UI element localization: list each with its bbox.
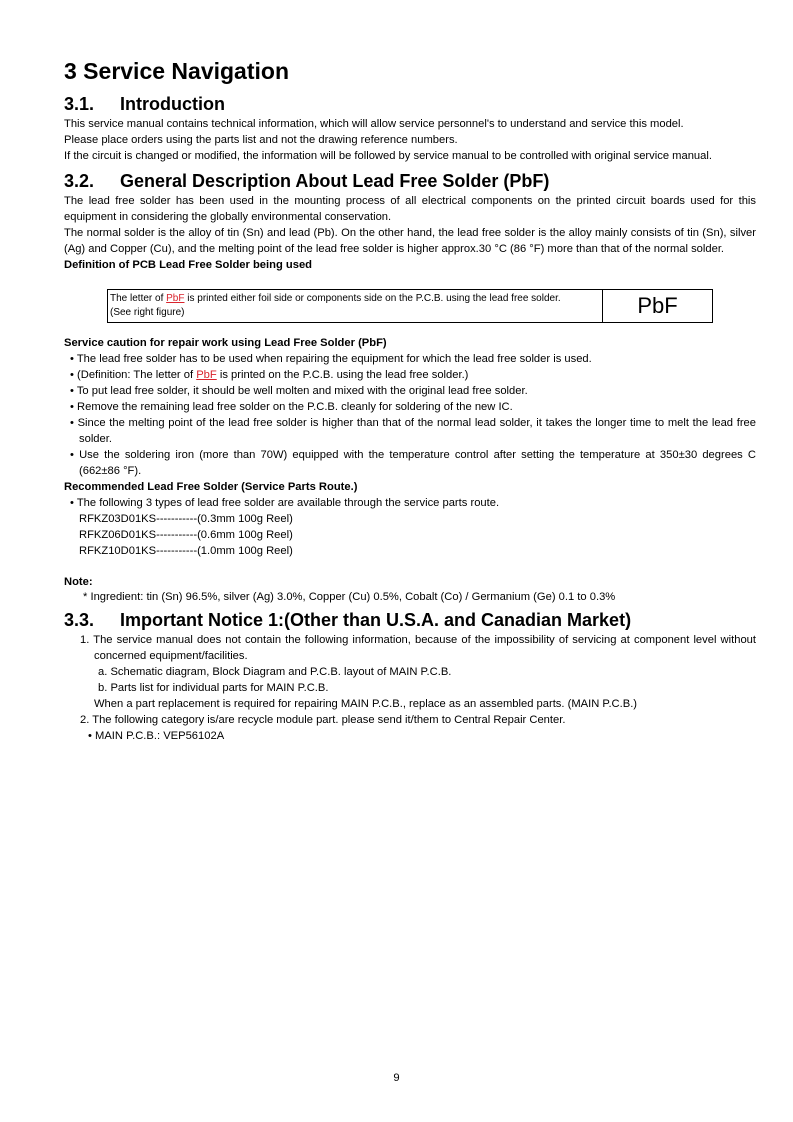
caution-bullet-2-post: is printed on the P.C.B. using the lead free solder.) <box>216 369 469 381</box>
section-heading-3-2 <box>64 169 756 193</box>
intro-line-2: Please place orders using the parts list and not the drawing reference numbers. <box>64 134 458 146</box>
notice-item-2: 2. The following category is/are recycle module part. please send it/them to Central Repair Center. <box>80 714 566 726</box>
pbf-definition-text <box>108 290 603 322</box>
caution-bullet-4: • Remove the remaining lead free solder on the P.C.B. cleanly for soldering of the new IC. <box>70 401 513 413</box>
pbf-mark-inline: PbF <box>196 369 217 381</box>
notice-item-1a: a. Schematic diagram, Block Diagram and P.C.B. layout of MAIN P.C.B. <box>98 666 452 678</box>
note-label: Note: <box>64 576 93 588</box>
section-title: General Description About Lead Free Solder (PbF) <box>120 171 550 191</box>
solder-part-2: RFKZ06D01KS-----------(0.6mm 100g Reel) <box>79 529 293 541</box>
solder-part-3: RFKZ10D01KS-----------(1.0mm 100g Reel) <box>79 545 293 557</box>
caution-heading: Service caution for repair work using Lead Free Solder (PbF) <box>64 337 387 349</box>
note-text: * Ingredient: tin (Sn) 96.5%, silver (Ag) 3.0%, Copper (Cu) 0.5%, Cobalt (Co) / Germanium (Ge) 0.1 to 0.3% <box>83 591 616 603</box>
section-heading-3-3 <box>64 608 756 632</box>
pbf-text-line2: (See right figure) <box>110 307 185 318</box>
section-number: 3.2. <box>64 171 95 191</box>
document-page <box>64 56 756 744</box>
notice-item-1c: When a part replacement is required for repairing MAIN P.C.B., replace as an assembled parts. (MAIN P.C.B.) <box>94 698 638 710</box>
caution-bullet-6: • Use the soldering iron (more than 70W) equipped with the temperature control after setting the temperature at 350±30 degrees C (662±86 °F). <box>70 449 756 477</box>
section-heading-3-1 <box>64 92 756 116</box>
section-title: Important Notice 1:(Other than U.S.A. and Canadian Market) <box>120 610 632 630</box>
section-number: 3.3. <box>64 610 95 630</box>
recommended-heading: Recommended Lead Free Solder (Service Parts Route.) <box>64 481 358 493</box>
caution-bullet-3: • To put lead free solder, it should be well molten and mixed with the original lead free solder. <box>70 385 528 397</box>
section-number: 3.1. <box>64 94 95 114</box>
chapter-title: 3 Service Navigation <box>64 58 289 84</box>
solder-part-1: RFKZ03D01KS-----------(0.3mm 100g Reel) <box>79 513 293 525</box>
caution-bullet-5: • Since the melting point of the lead free solder is higher than that of the normal lead solder, it takes the longer time to melt the lead free solder. <box>70 417 756 445</box>
caution-bullet-1: • The lead free solder has to be used when repairing the equipment for which the lead free solder is used. <box>70 353 592 365</box>
recommended-intro: • The following 3 types of lead free solder are available through the service parts route. <box>70 497 500 509</box>
caution-bullet-2-pre: • (Definition: The letter of <box>70 369 197 381</box>
pbf-figure: PbF <box>637 293 678 318</box>
pbf-text-pre: The letter of <box>110 293 167 304</box>
notice-item-1: 1. The service manual does not contain the following information, because of the impossibility of servicing at component level without concerned equipment/facilities. <box>80 634 756 662</box>
notice-item-2a: • MAIN P.C.B.: VEP56102A <box>88 730 225 742</box>
lead-free-paragraph-1: The lead free solder has been used in the mounting process of all electrical components on the printed circuit boards used for this equipment in considering the globally environmental conservation. <box>64 195 756 223</box>
intro-line-3: If the circuit is changed or modified, the information will be followed by service manual to be controlled with original service manual. <box>64 150 712 162</box>
section-title: Introduction <box>120 94 225 114</box>
caution-bullet-2 <box>64 367 756 383</box>
page-number: 9 <box>393 1072 400 1084</box>
intro-line-1: This service manual contains technical information, which will allow service personnel's to understand and service this model. <box>64 118 684 130</box>
notice-item-1b: b. Parts list for individual parts for MAIN P.C.B. <box>98 682 329 694</box>
pbf-definition-table <box>107 289 713 323</box>
pbf-mark-inline: PbF <box>166 293 185 304</box>
pbf-text-post: is printed either foil side or components side on the P.C.B. using the lead free solder. <box>184 293 561 304</box>
definition-heading: Definition of PCB Lead Free Solder being used <box>64 259 313 271</box>
lead-free-paragraph-2: The normal solder is the alloy of tin (Sn) and lead (Pb). On the other hand, the lead free solder is the alloy mainly consists of tin (Sn), silver (Ag) and Copper (Cu), and the melting point of the lead free solder is higher approx.30 °C (86 °F) more than that of the normal solder. <box>64 227 756 255</box>
